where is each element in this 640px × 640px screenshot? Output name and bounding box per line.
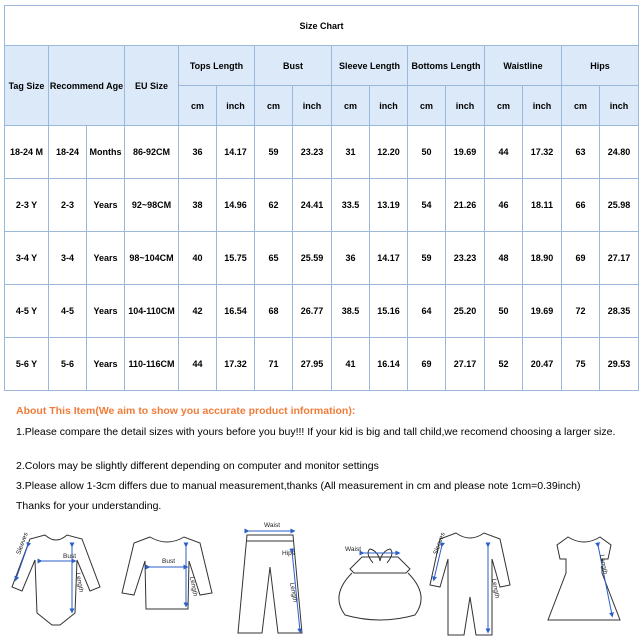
- value-cell: 48: [485, 232, 523, 285]
- value-cell: 16.54: [217, 285, 255, 338]
- value-cell: 17.32: [523, 126, 562, 179]
- value-cell: 50: [485, 285, 523, 338]
- value-cell: 38.5: [332, 285, 370, 338]
- eu-size-cell: 92~98CM: [125, 179, 179, 232]
- unit-cell: inch: [446, 86, 485, 126]
- header-tag-size: Tag Size: [5, 46, 49, 126]
- sleeves-label: Sleeves: [432, 531, 447, 556]
- header-bust: Bust: [255, 46, 332, 86]
- value-cell: 65: [255, 232, 293, 285]
- value-cell: 66: [562, 179, 600, 232]
- bust-label: Bust: [63, 553, 77, 560]
- about-item-title: About This Item(We aim to show you accurate product information):: [16, 405, 356, 417]
- value-cell: 19.69: [523, 285, 562, 338]
- value-cell: 14.17: [370, 232, 408, 285]
- value-cell: 27.95: [293, 338, 332, 391]
- table-row: [5, 126, 639, 179]
- value-cell: 16.14: [370, 338, 408, 391]
- note-measurement: 3.Please allow 1-3cm differs due to manual measurement,thanks (All measurement in cm and please note 1cm=0.39inch): [16, 480, 581, 492]
- note-compare-sizes: 1.Please compare the detail sizes with yours before you buy!!! If your kid is big and tall child,we recomend choosing a larger size.: [16, 426, 616, 438]
- value-cell: 44: [485, 126, 523, 179]
- tag-size-cell: 2-3 Y: [5, 179, 49, 232]
- value-cell: 68: [255, 285, 293, 338]
- table-row: [5, 232, 639, 285]
- tag-size-cell: 5-6 Y: [5, 338, 49, 391]
- value-cell: 18.11: [523, 179, 562, 232]
- age-unit-cell: Months: [87, 126, 125, 179]
- value-cell: 31: [332, 126, 370, 179]
- value-cell: 14.96: [217, 179, 255, 232]
- unit-cell: cm: [408, 86, 446, 126]
- garment-diagrams: [0, 515, 640, 640]
- length-label: Length: [188, 576, 199, 597]
- value-cell: 64: [408, 285, 446, 338]
- value-cell: 52: [485, 338, 523, 391]
- tag-size-cell: 3-4 Y: [5, 232, 49, 285]
- dress-icon: [548, 537, 620, 620]
- measure-lines: [16, 531, 612, 631]
- value-cell: 41: [332, 338, 370, 391]
- header-bottoms-length: Bottoms Length: [408, 46, 485, 86]
- value-cell: 75: [562, 338, 600, 391]
- waist-label: Waist: [345, 546, 362, 553]
- value-cell: 19.69: [446, 126, 485, 179]
- value-cell: 29.53: [600, 338, 639, 391]
- table-row: [5, 338, 639, 391]
- value-cell: 59: [408, 232, 446, 285]
- age-cell: 4-5: [49, 285, 87, 338]
- value-cell: 23.23: [293, 126, 332, 179]
- age-unit-cell: Years: [87, 179, 125, 232]
- value-cell: 13.19: [370, 179, 408, 232]
- eu-size-cell: 110-116CM: [125, 338, 179, 391]
- bust-label: Bust: [162, 558, 176, 565]
- value-cell: 50: [408, 126, 446, 179]
- value-cell: 15.16: [370, 285, 408, 338]
- value-cell: 36: [332, 232, 370, 285]
- value-cell: 17.32: [217, 338, 255, 391]
- measurement-illustrations: [0, 515, 640, 640]
- length-label: Length: [490, 578, 501, 599]
- header-recommend-age: Recommend Age: [49, 46, 125, 126]
- size-chart-title: Size Chart: [5, 6, 639, 46]
- value-cell: 54: [408, 179, 446, 232]
- value-cell: 18.90: [523, 232, 562, 285]
- length-label: Length: [598, 554, 609, 575]
- unit-cell: inch: [370, 86, 408, 126]
- age-unit-cell: Years: [87, 232, 125, 285]
- value-cell: 69: [562, 232, 600, 285]
- age-cell: 2-3: [49, 179, 87, 232]
- unit-cell: cm: [179, 86, 217, 126]
- length-label: Length: [74, 572, 85, 593]
- measure-labels: [15, 522, 608, 603]
- age-unit-cell: Years: [87, 338, 125, 391]
- unit-cell: cm: [255, 86, 293, 126]
- value-cell: 26.77: [293, 285, 332, 338]
- value-cell: 21.26: [446, 179, 485, 232]
- header-eu-size: EU Size: [125, 46, 179, 126]
- age-unit-cell: Years: [87, 285, 125, 338]
- value-cell: 33.5: [332, 179, 370, 232]
- header-waistline: Waistline: [485, 46, 562, 86]
- value-cell: 72: [562, 285, 600, 338]
- unit-cell: cm: [332, 86, 370, 126]
- thanks-note: Thanks for your understanding.: [16, 500, 162, 512]
- waist-label: Waist: [264, 522, 281, 529]
- value-cell: 69: [408, 338, 446, 391]
- value-cell: 59: [255, 126, 293, 179]
- value-cell: 20.47: [523, 338, 562, 391]
- tutu-skirt-icon: [339, 549, 421, 620]
- table-row: [5, 179, 639, 232]
- age-cell: 3-4: [49, 232, 87, 285]
- value-cell: 24.80: [600, 126, 639, 179]
- bodysuit-icon: [12, 535, 100, 625]
- value-cell: 42: [179, 285, 217, 338]
- table-row: [5, 285, 639, 338]
- value-cell: 38: [179, 179, 217, 232]
- value-cell: 46: [485, 179, 523, 232]
- age-cell: 5-6: [49, 338, 87, 391]
- unit-cell: inch: [293, 86, 332, 126]
- value-cell: 14.17: [217, 126, 255, 179]
- size-chart-table: [4, 5, 639, 391]
- value-cell: 63: [562, 126, 600, 179]
- header-tops-length: Tops Length: [179, 46, 255, 86]
- unit-cell: inch: [523, 86, 562, 126]
- value-cell: 25.59: [293, 232, 332, 285]
- value-cell: 25.98: [600, 179, 639, 232]
- note-colors: 2.Colors may be slightly different depending on computer and monitor settings: [16, 460, 379, 472]
- length-label: Length: [288, 582, 299, 603]
- unit-cell: inch: [217, 86, 255, 126]
- value-cell: 28.35: [600, 285, 639, 338]
- sleeves-label: Sleeves: [15, 531, 30, 556]
- age-cell: 18-24: [49, 126, 87, 179]
- hips-label: Hips: [282, 550, 296, 557]
- eu-size-cell: 86-92CM: [125, 126, 179, 179]
- value-cell: 15.75: [217, 232, 255, 285]
- eu-size-cell: 104-110CM: [125, 285, 179, 338]
- value-cell: 44: [179, 338, 217, 391]
- value-cell: 36: [179, 126, 217, 179]
- header-hips: Hips: [562, 46, 639, 86]
- value-cell: 62: [255, 179, 293, 232]
- value-cell: 27.17: [446, 338, 485, 391]
- value-cell: 23.23: [446, 232, 485, 285]
- unit-cell: inch: [600, 86, 639, 126]
- value-cell: 71: [255, 338, 293, 391]
- value-cell: 27.17: [600, 232, 639, 285]
- value-cell: 24.41: [293, 179, 332, 232]
- value-cell: 40: [179, 232, 217, 285]
- eu-size-cell: 98~104CM: [125, 232, 179, 285]
- header-sleeve-length: Sleeve Length: [332, 46, 408, 86]
- value-cell: 25.20: [446, 285, 485, 338]
- unit-cell: cm: [562, 86, 600, 126]
- tag-size-cell: 18-24 M: [5, 126, 49, 179]
- unit-cell: cm: [485, 86, 523, 126]
- value-cell: 12.20: [370, 126, 408, 179]
- tag-size-cell: 4-5 Y: [5, 285, 49, 338]
- long-sleeve-top-icon: [122, 537, 212, 609]
